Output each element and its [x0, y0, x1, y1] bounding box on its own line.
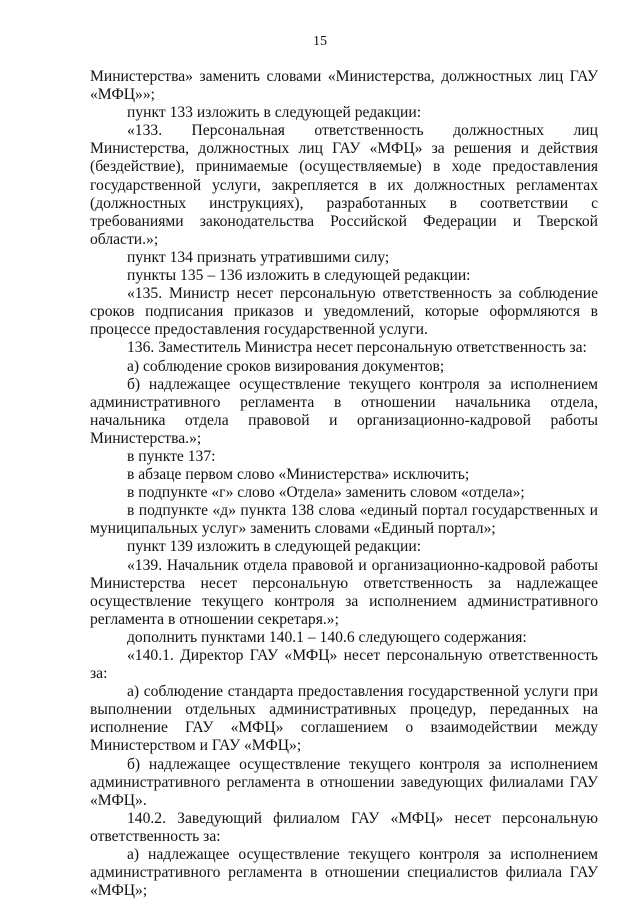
paragraph: 140.2. Заведующий филиалом ГАУ «МФЦ» несет персональную ответственность за:: [90, 809, 598, 845]
paragraph: «135. Министр несет персональную ответственность за соблюдение сроков подписания приказов и уведомлений, которые оформляются в процессе предоставления государственной услуги.: [90, 285, 598, 339]
paragraph: в подпункте «д» пункта 138 слова «единый портал государственных и муниципальных услуг» заменить словами «Единый портал»;: [90, 502, 598, 538]
paragraph: в подпункте «г» слово «Отдела» заменить словом «отдела»;: [127, 484, 525, 502]
paragraph: а) соблюдение сроков визирования документов;: [127, 357, 445, 375]
paragraph: пункты 135 – 136 изложить в следующей редакции:: [127, 267, 471, 285]
paragraph: дополнить пунктами 140.1 – 140.6 следующего содержания:: [127, 628, 527, 646]
paragraph: а) надлежащее осуществление текущего контроля за исполнением административного регламента в отношении специалистов филиала ГАУ «МФЦ»;: [90, 846, 598, 900]
paragraph: пункт 134 признать утратившими силу;: [127, 248, 390, 266]
paragraph: пункт 139 изложить в следующей редакции:: [127, 538, 422, 556]
paragraph-continuation: Министерства» заменить словами «Министерства, должностных лиц ГАУ «МФЦ»»;: [90, 68, 598, 104]
page-number: 15: [313, 34, 327, 49]
paragraph: «133. Персональная ответственность должностных лиц Министерства, должностных лиц ГАУ «МФЦ» за решения и действия (бездействие), принимаемые (осуществляемые) в ходе предоставления государственной услуги, закрепляется в их должностных регламентах (должностных инструкциях), разработанных в соответствии с требованиями законодательства Российской Федерации и Тверской области.»;: [90, 122, 598, 248]
paragraph: пункт 133 изложить в следующей редакции:: [127, 104, 422, 122]
paragraph: 136. Заместитель Министра несет персональную ответственность за:: [127, 339, 587, 357]
paragraph: б) надлежащее осуществление текущего контроля за исполнением административного регламента в отношении начальника отдела, начальника отдела правовой и организационно-кадровой работы Министерства.»;: [90, 375, 598, 447]
paragraph: в абзаце первом слово «Министерства» исключить;: [127, 466, 470, 484]
paragraph: в пункте 137:: [127, 447, 216, 465]
paragraph: «140.1. Директор ГАУ «МФЦ» несет персональную ответственность за:: [90, 647, 598, 683]
document-body: [90, 68, 598, 900]
paragraph: «139. Начальник отдела правовой и организационно-кадровой работы Министерства несет персональную ответственность за надлежащее осуществление текущего контроля за исполнением административного регламента в отношении секретаря.»;: [90, 556, 598, 628]
paragraph: б) надлежащее осуществление текущего контроля за исполнением административного регламента в отношении заведующих филиалами ГАУ «МФЦ».: [90, 755, 598, 809]
paragraph: а) соблюдение стандарта предоставления государственной услуги при выполнении отдельных административных процедур, переданных на исполнение ГАУ «МФЦ» соглашением о взаимодействии между Министерством и ГАУ «МФЦ»;: [90, 683, 598, 755]
